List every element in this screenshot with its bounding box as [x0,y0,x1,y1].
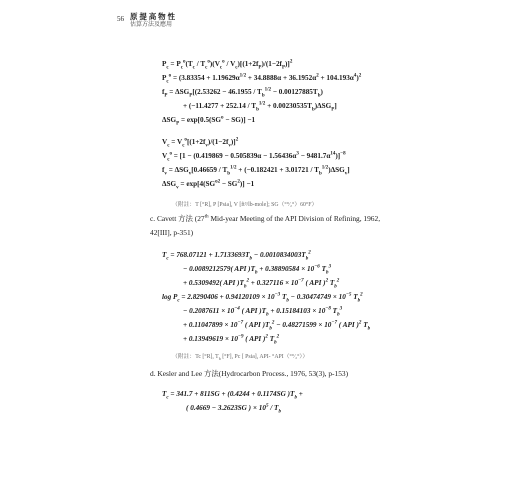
book-title-block [130,12,175,29]
equation-cavett-logpc-cont2: + $0.11047899 \times 10^{-7}$ ( API )$T_b^2 - 0.48271599 \times 10^{-7}$ ( API )$^2$ $T_b$ [183,320,371,332]
book-title: 原 提 高 物 性 [130,12,175,21]
equation-cavett-tc: $T_c = 768.07121 + 1.7133693T_b - 0.0010834003T_b^2$ [162,250,311,262]
section-c-note: （附註：Tc [°R], $T_b$ [°F], Pc [ Psia], API- °API（°°⁄₂°）） [172,354,309,362]
equation-pc: $P_c = P_c^o(T_c / T_c^o)(V_c^o / V_c)[(1+2f_P)/(1-2f_P)]^2$ [162,59,293,71]
equation-cavett-logpc: $\log P_c = 2.8290406 + 0.94120109 \times 10^{-3}$ $T_b - 0.30474749 \times 10^{-5}$ $T_b^2$ [162,292,363,304]
page-header [117,12,175,29]
equation-fp: $f_P = \Delta SG_P[(2.53262 - 46.1955 / T_b^{1/2} - 0.00127885T_b)$ [162,87,323,99]
equation-cavett-tc-cont2: + 0.5309492( API )$T_b^2 + 0.327116 \times 10^{-7}$ ( API )$^2$ $T_b^2$ [183,278,340,290]
equation-vc-o: $V_c^o = [1 - (0.419869 - 0.505839\alpha - 1.56436\alpha^3 - 9481.7\alpha^{14})]^{-8}$ [162,151,346,163]
section-c-heading-line2: 42[III], p-351) [150,228,194,237]
equation-fv: $f_v = \Delta SG_v[0.46659 / T_b^{1/2} + (-0.182421 + 3.01721 / T_b^{1/2})\Delta SG_v]$ [162,165,350,177]
equation-delta-sgv: $\Delta SG_v = \exp[4(SG^{o2} - SG^2)] -1$ [162,179,255,191]
equation-cavett-logpc-cont3: + $0.13949619 \times 10^{-9}$ ( API )$^2$ $T_b^2$ [183,334,280,346]
book-subtitle: 估算方法及應用 [130,22,173,28]
section-d-heading: d. Kesler and Lee 方法(Hydrocarbon Process., 1976, 53(3), p-153) [150,369,349,378]
equation-delta-sgp: $\Delta SG_P = \exp[0.5(SG^o - SG)] -1$ [162,115,256,127]
equation-fp-cont: + $(-11.4277 + 252.14 / T_b^{1/2} + 0.00230535T_b)\Delta SG_P$] [183,101,337,113]
equation-cavett-tc-cont1: − 0.0089212579( API )$T_b + 0.38890584 \times 10^{-6}$ $T_b^3$ [183,264,331,276]
section-c-heading-line1: c. Cavett 方法 (27th Mid-year Meeting of the API Division of Refining, 1962, [150,213,381,223]
equation-pc-o: $P_c^o = (3.83354 + 1.19629\alpha^{1/2} + 34.8888\alpha + 36.1952\alpha^2 + 104.193\alpha^4)^2$ [162,73,362,85]
equation-kesler-tc-cont: ( 0.4669 − 3.2623SG ) × $10^5 / T_b$ [186,403,281,415]
equation-kesler-tc: $T_c = 341.7 + 811SG + (0.4244 + 0.1174SG$ )$T_b$ + [162,390,303,401]
equation-cavett-logpc-cont1: − $0.2087611 \times 10^{-4}$ ( API )$T_b + 0.15184103 \times 10^{-8}$ $T_b^3$ [183,306,343,318]
section-b-note: （附註：T [°R], P [Psia], V [ft³/lb-mole]; SG（°°⁄₂°）60°F） [172,202,318,208]
equation-vc: $V_c = V_c^o[(1+2f_v)/(1-2f_v)]^2$ [162,137,239,149]
page-number: 56 [117,15,124,23]
